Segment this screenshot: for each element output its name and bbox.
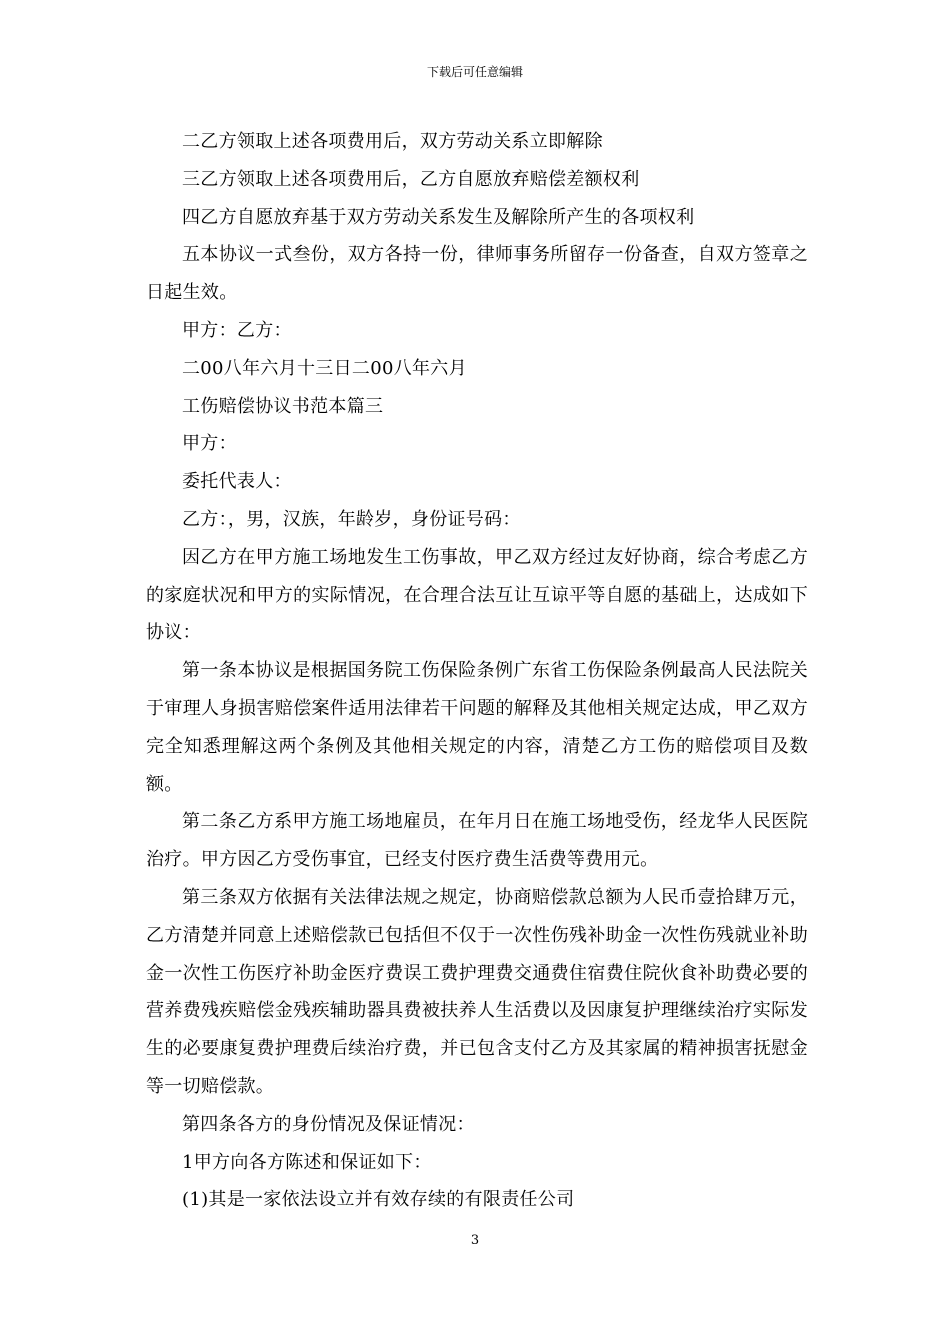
paragraph: 甲方： [182, 433, 237, 455]
document-body [146, 123, 808, 1219]
paragraph: 第三条双方依据有关法律法规之规定，协商赔偿款总额为人民币壹拾肆万元，乙方清楚并同意上述赔偿款已包括但不仅于一次性伤残补助金一次性伤残就业补助金一次性工伤医疗补助金医疗费误工费护理费交通费住宿费住院伙食补助费必要的营养费残疾赔偿金残疾辅助器具费被扶养人生活费以及因康复护理继续治疗实际发生的必要康复费护理费后续治疗费，并已包含支付乙方及其家属的精神损害抚慰金等一切赔偿款。 [146, 886, 808, 1097]
paragraph: 乙方：，男，汉族，年龄岁，身份证号码： [182, 508, 521, 530]
paragraph: 第二条乙方系甲方施工场地雇员，在年月日在施工场地受伤，经龙华人民医院治疗。甲方因乙方受伤事宜，已经支付医疗费生活费等费用元。 [146, 811, 808, 871]
paragraph: 五本协议一式叁份，双方各持一份，律师事务所留存一份备查，自双方签章之日起生效。 [146, 244, 808, 304]
paragraph: 甲方：乙方： [182, 319, 292, 341]
paragraph: 四乙方自愿放弃基于双方劳动关系发生及解除所产生的各项权利 [182, 206, 695, 228]
paragraph: 第一条本协议是根据国务院工伤保险条例广东省工伤保险条例最高人民法院关于审理人身损害赔偿案件适用法律若干问题的解释及其他相关规定达成，甲乙双方完全知悉理解这两个条例及其他相关规定的内容，清楚乙方工伤的赔偿项目及数额。 [146, 660, 808, 795]
paragraph: 三乙方领取上述各项费用后，乙方自愿放弃赔偿差额权利 [182, 168, 640, 190]
page-header: 下载后可任意编辑 [426, 65, 523, 79]
paragraph: 因乙方在甲方施工场地发生工伤事故，甲乙双方经过友好协商，综合考虑乙方的家庭状况和甲方的实际情况，在合理合法互让互谅平等自愿的基础上，达成如下协议： [146, 546, 808, 644]
section-title: 工伤赔偿协议书范本篇三 [182, 395, 384, 417]
paragraph: 委托代表人： [182, 471, 292, 493]
paragraph: 1甲方向各方陈述和保证如下： [182, 1151, 432, 1173]
paragraph: (1)其是一家依法设立并有效存续的有限责任公司 [182, 1189, 575, 1211]
page-number: 3 [470, 1233, 480, 1248]
paragraph: 第四条各方的身份情况及保证情况： [182, 1113, 475, 1135]
paragraph: 二乙方领取上述各项费用后，双方劳动关系立即解除 [182, 131, 603, 152]
paragraph: 二00八年六月十三日二00八年六月 [182, 357, 467, 379]
